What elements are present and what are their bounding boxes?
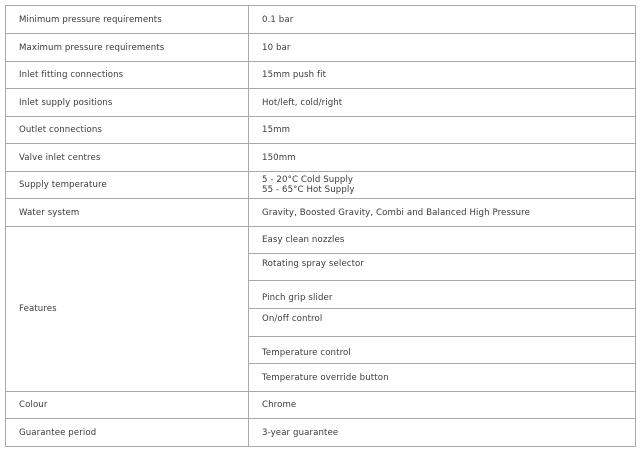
table-row: [6, 34, 636, 62]
table-row: [6, 89, 636, 117]
spec-value: 15mm push fit: [249, 62, 636, 89]
spec-value: Hot/left, cold/right: [249, 89, 636, 117]
table-row: [6, 392, 636, 419]
table-row: [6, 199, 636, 227]
spec-value: Chrome: [249, 392, 636, 419]
spec-label: Outlet connections: [6, 117, 249, 144]
supply-temp-hot: 55 - 65°C Hot Supply: [262, 185, 355, 195]
features-label: Features: [6, 227, 249, 392]
feature-item: On/off control: [249, 309, 636, 337]
feature-item: Temperature override button: [249, 364, 636, 392]
table-row: [6, 62, 636, 89]
spec-value: [249, 172, 636, 199]
table-row: [6, 6, 636, 34]
spec-label: Supply temperature: [6, 172, 249, 199]
feature-item: Rotating spray selector: [249, 254, 636, 281]
table-row: [6, 419, 636, 447]
feature-item: Temperature control: [249, 337, 636, 364]
spec-value: Gravity, Boosted Gravity, Combi and Balanced High Pressure: [249, 199, 636, 227]
spec-label: Water system: [6, 199, 249, 227]
table-row: [6, 172, 636, 199]
spec-label: Guarantee period: [6, 419, 249, 447]
spec-label: Minimum pressure requirements: [6, 6, 249, 34]
spec-label: Colour: [6, 392, 249, 419]
spec-value: 0.1 bar: [249, 6, 636, 34]
spec-label: Valve inlet centres: [6, 144, 249, 172]
table-row: [6, 117, 636, 144]
spec-table: [5, 5, 636, 447]
spec-label: Inlet fitting connections: [6, 62, 249, 89]
spec-label: Maximum pressure requirements: [6, 34, 249, 62]
spec-value: 10 bar: [249, 34, 636, 62]
feature-item: Easy clean nozzles: [249, 227, 636, 254]
spec-value: 150mm: [249, 144, 636, 172]
spec-value: 15mm: [249, 117, 636, 144]
table-row: [6, 227, 636, 254]
supply-temp-cold: 5 - 20°C Cold Supply: [262, 175, 354, 185]
feature-item: Pinch grip slider: [249, 281, 636, 309]
spec-value: 3-year guarantee: [249, 419, 636, 447]
table-row: [6, 144, 636, 172]
spec-label: Inlet supply positions: [6, 89, 249, 117]
